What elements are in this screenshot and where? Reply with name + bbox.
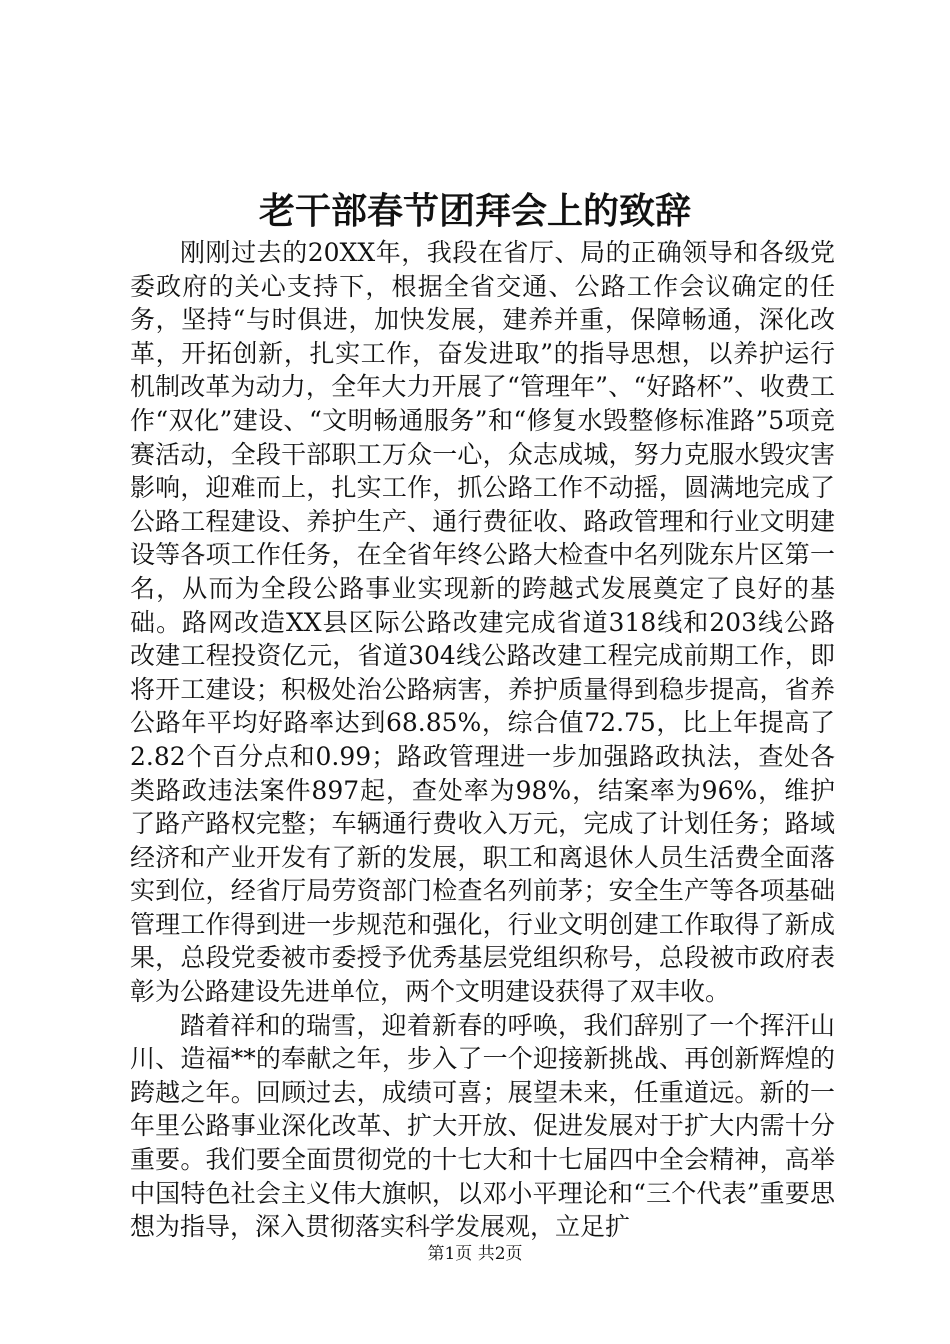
document-body <box>130 236 835 1244</box>
document-title: 老干部春节团拜会上的致辞 <box>258 190 691 232</box>
paragraph-outlook: 踏着祥和的瑞雪，迎着新春的呼唤，我们辞别了一个挥汗山川、造福**的奉献之年，步入了一个迎接新挑战、再创新辉煌的跨越之年。回顾过去，成绩可喜；展望未来，任重道远。新的一年里公路事业深化改革、扩大开放、促进发展对于扩大内需十分重要。我们要全面贯彻党的十七大和十七届四中全会精神，高举中国特色社会主义伟大旗帜，以邓小平理论和“三个代表”重要思想为指导，深入贯彻落实科学发展观，立足扩 <box>130 1010 835 1242</box>
page-footer: 第1页 共2页 <box>427 1244 523 1264</box>
paragraph-review: 刚刚过去的20XX年，我段在省厅、局的正确领导和各级党委政府的关心支持下，根据全省交通、公路工作会议确定的任务，坚持“与时俱进，加快发展，建养并重，保障畅通，深化改革，开拓创新，扎实工作，奋发进取”的指导思想，以养护运行机制改革为动力，全年大力开展了“管理年”、“好路杯”、收费工作“双化”建设、“文明畅通服务”和“修复水毁整修标准路”5项竞赛活动，全段干部职工万众一心，众志成城，努力克服水毁灾害影响，迎难而上，扎实工作，抓公路工作不动摇，圆满地完成了公路工程建设、养护生产、通行费征收、路政管理和行业文明建设等各项工作任务，在全省年终公路大检查中名列陇东片区第一名，从而为全段公路事业实现新的跨越式发展奠定了良好的基础。路网改造XX县区际公路改建完成省道318线和203线公路改建工程投资亿元，省道304线公路改建工程完成前期工作，即将开工建设；积极处治公路病害，养护质量得到稳步提高，省养公路年平均好路率达到68.85%，综合值72.75，比上年提高了2.82个百分点和0.99；路政管理进一步加强路政执法，查处各类路政违法案件897起，查处率为98%，结案率为96%，维护了路产路权完整；车辆通行费收入万元，完成了计划任务；路域经济和产业开发有了新的发展，职工和离退休人员生活费全面落实到位，经省厅局劳资部门检查名列前茅；安全生产等各项基础管理工作得到进一步规范和强化，行业文明创建工作取得了新成果，总段党委被市委授予优秀基层党组织称号，总段被市政府表彰为公路建设先进单位，两个文明建设获得了双丰收。 <box>130 238 835 1007</box>
